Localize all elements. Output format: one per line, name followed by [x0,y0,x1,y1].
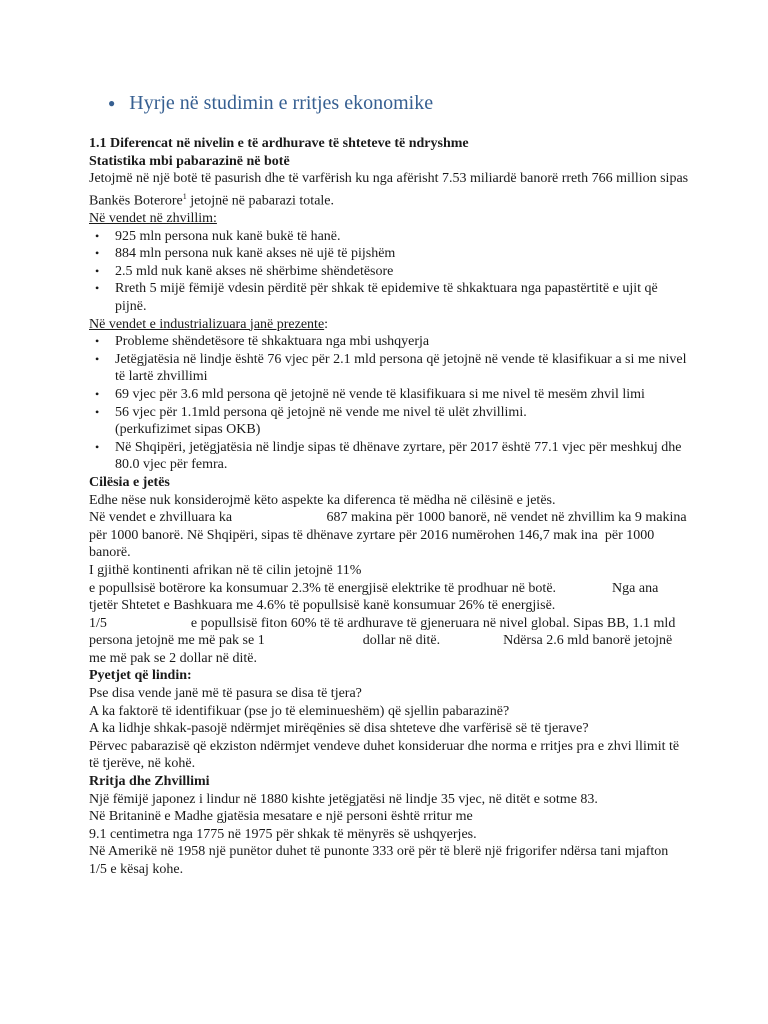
note: (perkufizimet sipas OKB) [115,422,261,438]
subheading-statistics: Statistika mbi pabarazinë në botë [89,153,290,169]
text: jetojnë në pabarazi totale. [186,193,335,209]
list-item: • Në Shqipëri, jetëgjatësia në lindje sipas të dhënave zyrtare, për 2017 është 77.1 vjec për meshkuj dhe 80.0 vjec për femra. [93,439,689,474]
text: Në vendet e industrializuara janë prezente [89,316,325,332]
list-label: Në vendet në zhvillim: [89,211,217,227]
paragraph: e popullsisë botërore ka konsumuar 2.3% të energjisë elektrike të prodhuar në botë. Nga ana tjetër Shtetet e Bashkuara me 4.6% të popullsisë kanë konsumuar 26% të energjisë. [89,580,662,614]
subheading-questions: Pyetjet që lindin: [89,668,192,684]
list-item: • Probleme shëndetësore të shkaktuara nga mbi ushqyerja [93,333,689,351]
paragraph: 9.1 centimetra nga 1775 në 1975 për shkak të mënyrës së ushqyerjes. [89,826,477,842]
title-row [108,92,433,115]
list-item: • 925 mln persona nuk kanë bukë të hanë. [93,228,689,246]
paragraph: Në vendet e zhvilluara ka 687 makina për 1000 banorë, në vendet në zhvillim ka 9 makina për 1000 banorë. Në Shqipëri, sipas të dhënave zyrtare për 2016 numërohen 146,7 mak ina për 1000 banorë. [89,510,691,561]
paragraph: A ka lidhje shkak-pasojë ndërmjet mirëqënies së disa shteteve dhe varfërisë së të tjerave? [89,721,589,737]
subheading-growth: Rritja dhe Zhvillimi [89,774,210,790]
list-albania [89,439,689,474]
list-item: • Jetëgjatësia në lindje është 76 vjec për 2.1 mld persona që jetojnë në vende të klasifikuar a si me nivel të lartë zhvillimi [93,351,689,386]
list-industrialized [89,333,689,421]
text: Jetojmë në një botë të pasurish dhe të varfërish ku nga afërisht 7.53 miliardë banorë rreth 766 million sipas Bankës Boterore [89,171,689,209]
document-title: Hyrje në studimin e rritjes ekonomike [129,92,434,114]
paragraph: Në Amerikë në 1958 një punëtor duhet të punonte 333 orë për të blerë një frigorifer ndërsa tani mjafton 1/5 e kësaj kohe. [89,844,669,877]
section-heading: 1.1 Diferencat në nivelin e të ardhurave të shteteve të ndryshme [89,136,469,151]
paragraph: 1/5 e popullsisë fiton 60% të të ardhurave të gjeneruara në nivel global. Sipas BB, 1.1 mld persona jetojnë me më pak se 1 dollar në ditë. Ndërsa 2.6 mld banorë jetojnë me më pak se 2 dollar në ditë. [89,615,679,666]
paragraph: A ka faktorë të identifikuar (pse jo të eleminueshëm) që sjellin pabarazinë? [89,703,510,719]
paragraph: I gjithë kontinenti afrikan në të cilin jetojnë 11% [89,562,362,578]
footnote-ref: 1 [182,191,187,201]
list-item: • 884 mln persona nuk kanë akses në ujë të pijshëm [93,245,689,263]
text: : [324,316,329,332]
paragraph: Pse disa vende janë më të pasura se disa të tjera? [89,686,362,702]
paragraph [89,170,689,210]
list-item: • 2.5 mld nuk kanë akses në shërbime shëndetësore [93,263,689,281]
document-body [89,135,689,879]
paragraph: Në Britaninë e Madhe gjatësia mesatare e një personi është rritur me [89,809,473,825]
list-item: • Rreth 5 mijë fëmijë vdesin përditë për shkak të epidemive të shkaktuara nga papastërtitë e ujit që pijnë. [93,280,689,315]
bullet-icon: ● [108,96,116,110]
list-label [89,316,689,334]
list-item: • 56 vjec për 1.1mld persona që jetojnë në vende me nivel të ulët zhvillimi. [93,404,689,422]
paragraph: Edhe nëse nuk konsiderojmë këto aspekte ka diferenca të mëdha në cilësinë e jetës. [89,492,556,508]
list-item: • 69 vjec për 3.6 mld persona që jetojnë në vende të klasifikuara si me nivel të mesëm zhvil limi [93,386,689,404]
subheading-quality: Cilësia e jetës [89,474,170,490]
paragraph: Përvec pabarazisë që ekziston ndërmjet vendeve duhet konsideruar dhe norma e rritjes pra e zhvi llimit të të tjerëve, në kohë. [89,738,680,772]
paragraph: Një fëmijë japonez i lindur në 1880 kishte jetëgjatësi në lindje 35 vjec, në ditët e sotme 83. [89,791,598,807]
list-developing [89,228,689,316]
